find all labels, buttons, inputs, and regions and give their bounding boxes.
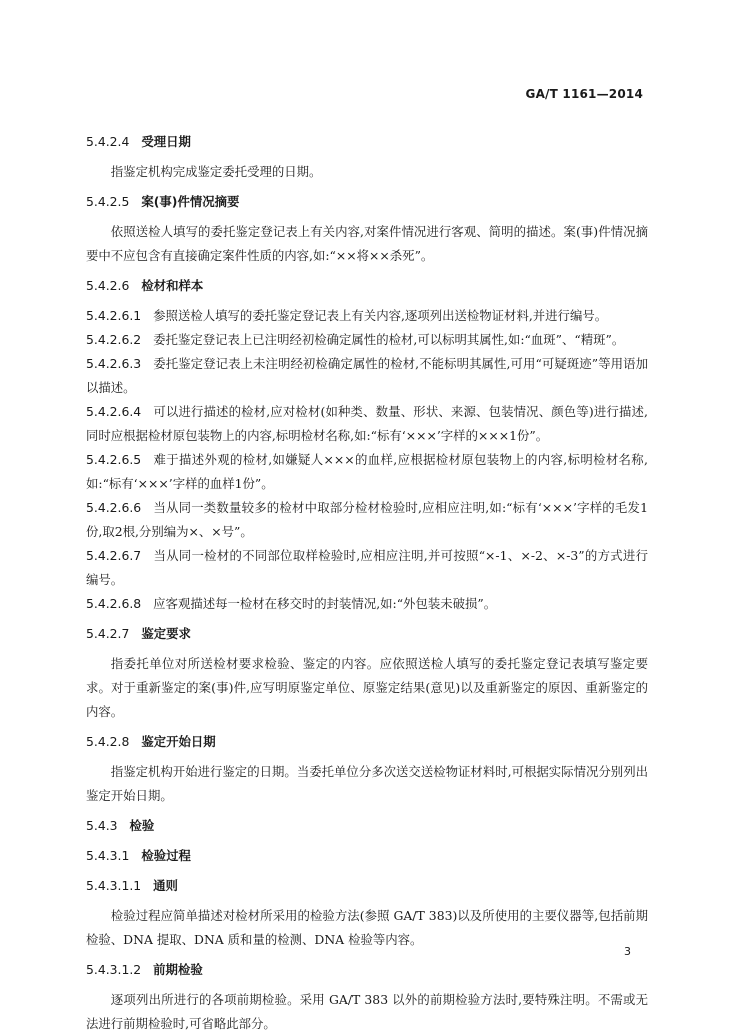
section-heading: 5.4.2.4 受理日期 [86,134,191,149]
section-heading: 5.4.2.7 鉴定要求 [86,626,191,641]
list-item: 5.4.2.6.7 当从同一检材的不同部位取样检验时,应相应注明,并可按照“×-1、×-2、×-3”的方式进行编号。 [86,548,648,587]
list-item: 5.4.2.6.8 应客观描述每一检材在移交时的封装情况,如:“外包装未破损”。 [86,596,497,611]
section-heading: 5.4.3 检验 [86,818,155,833]
list-item: 5.4.2.6.3 委托鉴定登记表上未注明经初检确定属性的检材,不能标明其属性,可用“可疑斑迹”等用语加以描述。 [86,356,648,395]
section-heading: 5.4.3.1.1 通则 [86,878,178,893]
paragraph: 指鉴定机构完成鉴定委托受理的日期。 [110,164,322,179]
section-heading: 5.4.2.6 检材和样本 [86,278,204,293]
page-content [86,130,648,1036]
list-item: 5.4.2.6.6 当从同一类数量较多的检材中取部分检材检验时,应相应注明,如:“标有‘×××’字样的毛发1份,取2根,分别编为×、×号”。 [86,500,648,539]
section-heading: 5.4.2.5 案(事)件情况摘要 [86,194,240,209]
paragraph: 检验过程应简单描述对检材所采用的检验方法(参照 GA/T 383)以及所使用的主要仪器等,包括前期检验、DNA 提取、DNA 质和量的检测、DNA 检验等内容。 [86,908,648,947]
list-item: 5.4.2.6.4 可以进行描述的检材,应对检材(如种类、数量、形状、来源、包装情况、颜色等)进行描述,同时应根据检材原包装物上的内容,标明检材名称,如:“标有‘×××’字样的×××1份”。 [86,404,648,443]
section-heading: 5.4.2.8 鉴定开始日期 [86,734,216,749]
standard-code: GA/T 1161—2014 [525,87,643,101]
paragraph: 依照送检人填写的委托鉴定登记表上有关内容,对案件情况进行客观、简明的描述。案(事)件情况摘要中不应包含有直接确定案件性质的内容,如:“××将××杀死”。 [86,224,648,263]
paragraph: 指委托单位对所送检材要求检验、鉴定的内容。应依照送检人填写的委托鉴定登记表填写鉴定要求。对于重新鉴定的案(事)件,应写明原鉴定单位、原鉴定结果(意见)以及重新鉴定的原因、重新鉴定的内容。 [86,656,648,719]
section-heading: 5.4.3.1 检验过程 [86,848,191,863]
paragraph: 逐项列出所进行的各项前期检验。采用 GA/T 383 以外的前期检验方法时,要特殊注明。不需或无法进行前期检验时,可省略此部分。 [86,992,648,1031]
paragraph: 指鉴定机构开始进行鉴定的日期。当委托单位分多次送交送检物证材料时,可根据实际情况分别列出鉴定开始日期。 [86,764,648,803]
list-item: 5.4.2.6.1 参照送检人填写的委托鉴定登记表上有关内容,逐项列出送检物证材料,并进行编号。 [86,308,608,323]
section-heading: 5.4.3.1.2 前期检验 [86,962,203,977]
list-item: 5.4.2.6.5 难于描述外观的检材,如嫌疑人×××的血样,应根据检材原包装物上的内容,标明检材名称,如:“标有‘×××’字样的血样1份”。 [86,452,648,491]
list-item: 5.4.2.6.2 委托鉴定登记表上已注明经初检确定属性的检材,可以标明其属性,如:“血斑”、“精斑”。 [86,332,625,347]
page-number: 3 [624,945,631,958]
